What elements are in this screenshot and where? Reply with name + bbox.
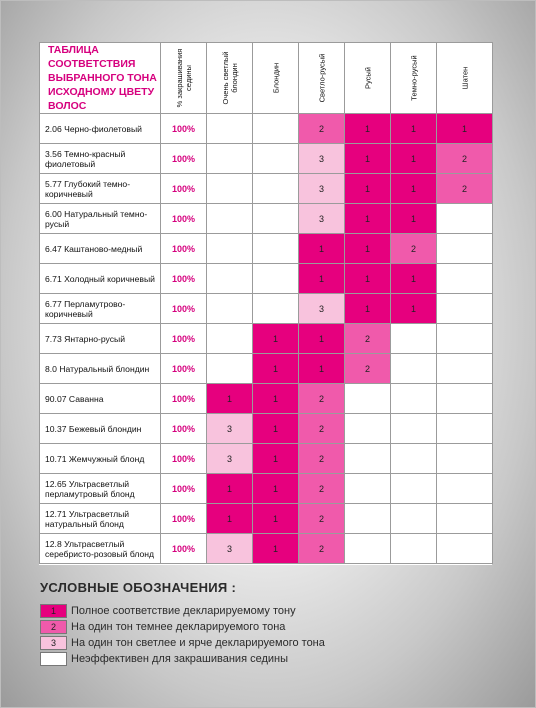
legend-text: Неэффективен для закрашивания седины <box>71 652 288 665</box>
match-cell: 1 <box>299 324 345 354</box>
match-cell: 1 <box>345 234 391 264</box>
gray-coverage: 100% <box>161 474 207 504</box>
shade-name: 10.37 Бежевый блондин <box>40 414 161 444</box>
match-cell <box>437 414 493 444</box>
match-cell <box>391 444 437 474</box>
column-header <box>161 43 207 114</box>
match-cell <box>437 234 493 264</box>
match-cell: 1 <box>345 174 391 204</box>
match-cell: 2 <box>345 324 391 354</box>
match-cell <box>253 174 299 204</box>
match-cell: 1 <box>345 264 391 294</box>
column-header-label: Очень светлый блондин <box>220 51 239 105</box>
shade-name: 6.77 Перламутрово-коричневый <box>40 294 161 324</box>
match-cell <box>345 384 391 414</box>
match-cell: 1 <box>345 114 391 144</box>
match-cell: 1 <box>207 474 253 504</box>
column-header-label: Блондин <box>271 62 280 94</box>
match-cell: 1 <box>391 264 437 294</box>
column-header-label: Светло-русый <box>317 53 326 103</box>
table-row <box>40 294 493 324</box>
table-row <box>40 234 493 264</box>
shade-name: 6.00 Натуральный темно-русый <box>40 204 161 234</box>
legend-text: На один тон темнее декларируемого тона <box>71 620 286 633</box>
match-cell: 3 <box>299 294 345 324</box>
shade-name: 90.07 Саванна <box>40 384 161 414</box>
match-cell: 3 <box>207 444 253 474</box>
match-cell: 3 <box>299 144 345 174</box>
column-header <box>345 43 391 114</box>
match-cell: 1 <box>253 534 299 564</box>
shade-name: 10.71 Жемчужный блонд <box>40 444 161 474</box>
match-cell <box>437 324 493 354</box>
match-cell: 2 <box>299 384 345 414</box>
match-cell: 2 <box>345 354 391 384</box>
match-cell: 2 <box>299 504 345 534</box>
match-cell: 1 <box>299 234 345 264</box>
column-header <box>253 43 299 114</box>
match-cell <box>345 444 391 474</box>
match-cell <box>207 144 253 174</box>
column-header <box>391 43 437 114</box>
match-cell: 2 <box>299 534 345 564</box>
legend-item <box>40 619 325 634</box>
legend-swatch <box>40 652 67 666</box>
legend-item <box>40 651 325 666</box>
match-cell: 2 <box>299 114 345 144</box>
table-title: ТАБЛИЦА СООТВЕТСТВИЯ ВЫБРАННОГО ТОНА ИСХОДНОМУ ЦВЕТУ ВОЛОС <box>40 43 161 114</box>
match-cell <box>437 354 493 384</box>
match-cell: 1 <box>345 204 391 234</box>
match-cell <box>437 444 493 474</box>
match-cell <box>345 504 391 534</box>
match-cell: 2 <box>299 414 345 444</box>
table-row <box>40 204 493 234</box>
match-cell <box>253 144 299 174</box>
header-row <box>40 43 493 114</box>
shade-name: 3.56 Темно-красный фиолетовый <box>40 144 161 174</box>
match-cell <box>207 114 253 144</box>
shade-name: 2.06 Черно-фиолетовый <box>40 114 161 144</box>
match-cell: 1 <box>437 114 493 144</box>
gray-coverage: 100% <box>161 294 207 324</box>
legend-item <box>40 603 325 618</box>
column-header-label: % закрашивания седины <box>174 48 193 108</box>
match-cell: 1 <box>253 414 299 444</box>
match-cell <box>207 354 253 384</box>
legend-swatch: 2 <box>40 620 67 634</box>
shade-name: 6.71 Холодный коричневый <box>40 264 161 294</box>
match-cell <box>437 204 493 234</box>
match-cell <box>391 324 437 354</box>
gray-coverage: 100% <box>161 384 207 414</box>
shade-name: 8.0 Натуральный блондин <box>40 354 161 384</box>
column-header <box>437 43 493 114</box>
match-cell: 1 <box>253 324 299 354</box>
gray-coverage: 100% <box>161 444 207 474</box>
table-row <box>40 354 493 384</box>
table-row <box>40 474 493 504</box>
table-row <box>40 264 493 294</box>
match-cell: 1 <box>345 144 391 174</box>
match-cell <box>391 474 437 504</box>
match-cell: 1 <box>391 174 437 204</box>
shade-name: 6.47 Каштаново-медный <box>40 234 161 264</box>
match-cell: 1 <box>391 204 437 234</box>
gray-coverage: 100% <box>161 414 207 444</box>
match-cell <box>437 534 493 564</box>
legend-swatch: 3 <box>40 636 67 650</box>
table-row <box>40 144 493 174</box>
shade-name: 12.65 Ультрасветлый перламутровый блонд <box>40 474 161 504</box>
match-cell: 1 <box>253 354 299 384</box>
table-row <box>40 114 493 144</box>
match-cell: 1 <box>345 294 391 324</box>
table-row <box>40 444 493 474</box>
column-header <box>207 43 253 114</box>
match-cell: 2 <box>391 234 437 264</box>
gray-coverage: 100% <box>161 354 207 384</box>
match-cell <box>437 294 493 324</box>
match-cell <box>345 534 391 564</box>
match-cell <box>391 414 437 444</box>
legend-text: На один тон светлее и ярче декларируемого тона <box>71 636 325 649</box>
match-cell <box>253 204 299 234</box>
match-cell: 1 <box>207 504 253 534</box>
table-row <box>40 534 493 564</box>
table-row <box>40 414 493 444</box>
match-cell <box>253 294 299 324</box>
match-cell <box>345 474 391 504</box>
match-cell: 1 <box>253 444 299 474</box>
gray-coverage: 100% <box>161 204 207 234</box>
column-header-label: Русый <box>363 67 372 89</box>
match-cell: 1 <box>253 504 299 534</box>
column-header <box>299 43 345 114</box>
match-cell: 1 <box>391 294 437 324</box>
match-cell <box>437 384 493 414</box>
match-cell: 3 <box>207 534 253 564</box>
match-cell <box>437 264 493 294</box>
match-cell <box>437 474 493 504</box>
match-cell: 1 <box>253 384 299 414</box>
gray-coverage: 100% <box>161 264 207 294</box>
gray-coverage: 100% <box>161 534 207 564</box>
gray-coverage: 100% <box>161 234 207 264</box>
match-cell <box>437 504 493 534</box>
match-cell <box>253 264 299 294</box>
match-cell <box>253 114 299 144</box>
match-cell <box>207 324 253 354</box>
shade-name: 7.73 Янтарно-русый <box>40 324 161 354</box>
match-cell <box>391 534 437 564</box>
match-cell <box>345 414 391 444</box>
legend-item <box>40 635 325 650</box>
match-cell <box>207 294 253 324</box>
shade-name: 12.8 Ультрасветлый серебристо-розовый блонд <box>40 534 161 564</box>
legend-swatch: 1 <box>40 604 67 618</box>
match-cell <box>207 174 253 204</box>
gray-coverage: 100% <box>161 504 207 534</box>
match-cell: 2 <box>299 474 345 504</box>
shade-name: 12.71 Ультрасветлый натуральный блонд <box>40 504 161 534</box>
legend-text: Полное соответствие декларируемому тону <box>71 604 296 617</box>
match-cell <box>207 204 253 234</box>
column-header-label: Темно-русый <box>409 55 418 101</box>
legend-title: УСЛОВНЫЕ ОБОЗНАЧЕНИЯ : <box>40 580 237 595</box>
match-cell: 3 <box>207 414 253 444</box>
match-cell: 1 <box>299 264 345 294</box>
match-cell: 1 <box>207 384 253 414</box>
color-match-table-card <box>39 42 492 565</box>
gray-coverage: 100% <box>161 144 207 174</box>
match-cell: 2 <box>299 444 345 474</box>
gray-coverage: 100% <box>161 114 207 144</box>
match-cell: 1 <box>391 114 437 144</box>
table-row <box>40 384 493 414</box>
match-cell: 2 <box>437 174 493 204</box>
match-cell <box>391 354 437 384</box>
shade-name: 5.77 Глубокий темно-коричневый <box>40 174 161 204</box>
match-cell: 1 <box>299 354 345 384</box>
match-cell <box>207 234 253 264</box>
match-cell: 1 <box>391 144 437 174</box>
table-row <box>40 174 493 204</box>
gray-coverage: 100% <box>161 324 207 354</box>
color-match-table <box>39 42 493 564</box>
match-cell: 2 <box>437 144 493 174</box>
match-cell <box>391 384 437 414</box>
match-cell: 3 <box>299 204 345 234</box>
table-row <box>40 504 493 534</box>
match-cell: 1 <box>253 474 299 504</box>
match-cell: 3 <box>299 174 345 204</box>
match-cell <box>391 504 437 534</box>
table-row <box>40 324 493 354</box>
legend <box>40 603 325 667</box>
gray-coverage: 100% <box>161 174 207 204</box>
match-cell <box>207 264 253 294</box>
match-cell <box>253 234 299 264</box>
column-header-label: Шатен <box>460 66 469 90</box>
